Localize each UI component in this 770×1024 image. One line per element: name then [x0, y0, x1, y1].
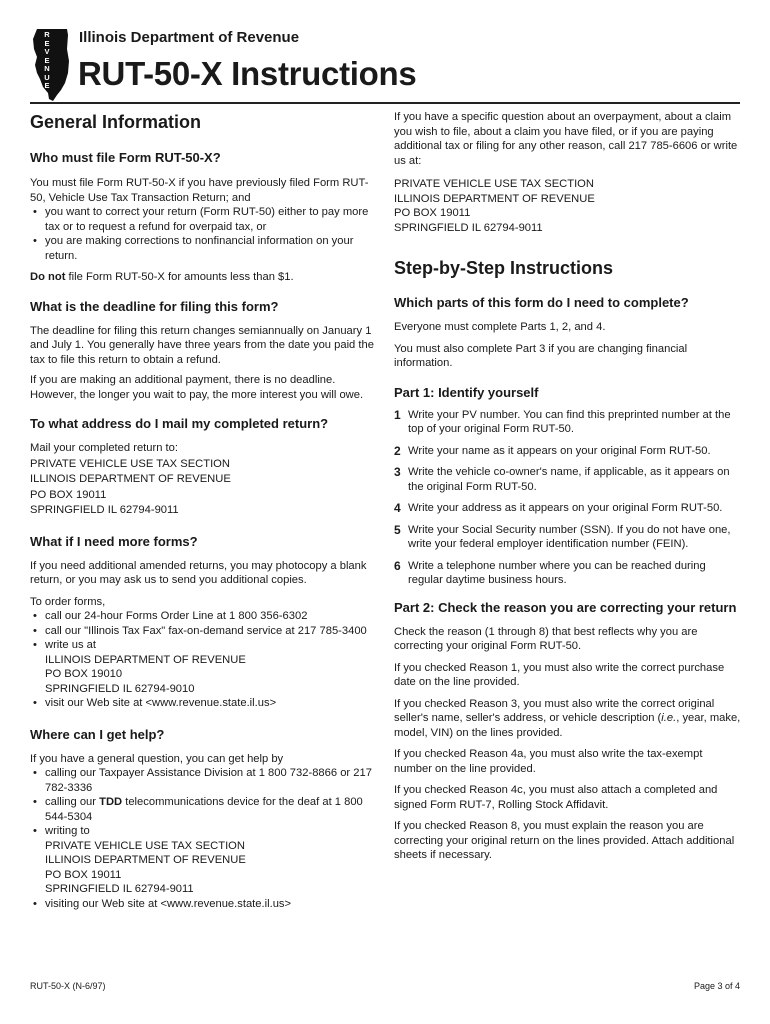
help-bullet-phone: • calling our Taxpayer Assistance Division at 1 800 732-8866 or 217 782-3336 [30, 766, 380, 795]
step-text: Write a telephone number where you can be reached during regular daytime business hours. [408, 559, 706, 586]
step-number: 4 [394, 501, 401, 515]
who-list [30, 205, 380, 263]
help-bullet-tdd [30, 795, 380, 824]
more-forms-p2: To order forms, [30, 595, 106, 608]
order-forms-list [30, 609, 380, 653]
help-list [30, 766, 380, 839]
department-name: Illinois Department of Revenue [79, 29, 300, 46]
title-rule [30, 102, 740, 104]
which-parts-heading: Which parts of this form do I need to complete? [394, 295, 689, 310]
help-list-web [30, 897, 380, 912]
part2-p2: If you checked Reason 1, you must also write the correct purchase date on the line provided. [394, 661, 725, 688]
help-address [30, 839, 380, 897]
deadline-heading: What is the deadline for filing this form? [30, 298, 279, 314]
step-text: Write your address as it appears on your original Form RUT-50. [408, 502, 723, 514]
logo-letters: REVENUE [44, 30, 50, 90]
left-column [30, 108, 380, 911]
part1-heading: Part 1: Identify yourself [394, 384, 539, 400]
part1-step [394, 444, 742, 459]
order-bullet-web: • visit our Web site at <www.revenue.state.il.us> [30, 696, 380, 711]
order-bullet-phone: • call our 24-hour Forms Order Line at 1 800 356-6302 [30, 609, 380, 624]
step-number: 1 [394, 407, 401, 422]
mail-address-line: ILLINOIS DEPARTMENT OF REVENUE [30, 473, 231, 485]
part2-p5: If you checked Reason 4c, you must also attach a completed and signed Form RUT-7, Rolling Stock Affidavit. [394, 784, 718, 811]
part2-p1: Check the reason (1 through 8) that best reflects why you are correcting your original Form RUT-50. [394, 625, 698, 652]
address-line: ILLINOIS DEPARTMENT OF REVENUE [45, 653, 246, 666]
specific-address [394, 177, 742, 235]
step-text: Write your PV number. You can find this preprinted number at the top of your original Form RUT-50. [408, 408, 731, 435]
address-line: SPRINGFIELD IL 62794-9011 [394, 221, 543, 234]
part1-step [394, 465, 742, 494]
do-not-bold: Do not [30, 271, 66, 283]
address-line: PO BOX 19011 [45, 868, 122, 881]
mail-address-heading: To what address do I mail my completed return? [30, 416, 329, 431]
address-line: SPRINGFIELD IL 62794-9010 [45, 682, 195, 695]
help-bullet-write: • writing to [30, 824, 380, 839]
more-forms-heading: What if I need more forms? [30, 533, 198, 549]
part1-step [394, 408, 742, 437]
which-parts-p1: Everyone must complete Parts 1, 2, and 4. [394, 321, 606, 333]
step-text: Write your name as it appears on your original Form RUT-50. [408, 444, 711, 457]
address-line: PO BOX 19011 [394, 207, 471, 219]
mail-address-line: SPRINGFIELD IL 62794-9011 [30, 504, 179, 516]
address-line: ILLINOIS DEPARTMENT OF REVENUE [45, 854, 246, 866]
part2-p3-ie: i.e. [661, 712, 677, 724]
step-number: 2 [394, 443, 401, 458]
step-text: Write the vehicle co-owner's name, if applicable, as it appears on the original Form RUT-50. [408, 466, 730, 493]
tdd-post: telecommunications device for the deaf at 1 800 544-5304 [45, 796, 363, 823]
part2-p3-post: , year, make, model, VIN) on the lines provided. [394, 712, 741, 739]
right-column [394, 108, 742, 863]
step-text: Write your Social Security number (SSN). If you do not have one, write your federal employer identification number (FEIN). [408, 523, 731, 550]
do-not-rest: file Form RUT-50-X for amounts less than $1. [65, 271, 294, 283]
who-intro: You must file Form RUT-50-X if you have previously filed Form RUT-50, Vehicle Use Tax Transaction Return; and [30, 177, 369, 204]
part2-p3-pre: If you checked Reason 3, you must also write the correct original seller's name, seller's address, or vehicle description ( [394, 697, 715, 724]
order-forms-address [30, 653, 380, 697]
page-title: RUT-50-X Instructions [78, 55, 417, 92]
order-forms-list-web [30, 696, 380, 711]
mail-address [30, 457, 380, 518]
mail-address-line: PO BOX 19011 [30, 488, 107, 501]
who-bullet-1: • you want to correct your return (Form RUT-50) either to pay more tax or to request a refund for overpaid tax, or [30, 205, 380, 234]
part2-p3 [394, 697, 742, 741]
mail-intro: Mail your completed return to: [30, 442, 178, 454]
who-must-file-heading: Who must file Form RUT-50-X? [30, 150, 221, 165]
form-id: RUT-50-X (N-6/97) [30, 981, 106, 991]
address-line: SPRINGFIELD IL 62794-9011 [45, 883, 194, 895]
step-by-step-heading: Step-by-Step Instructions [394, 258, 614, 278]
page-number: Page 3 of 4 [693, 981, 740, 991]
address-line: ILLINOIS DEPARTMENT OF REVENUE [394, 192, 595, 205]
part1-steps [394, 408, 742, 588]
part1-step [394, 523, 742, 552]
address-line: PO BOX 19010 [45, 668, 123, 680]
who-bullet-2: • you are making corrections to nonfinancial information on your return. [30, 234, 380, 263]
more-forms-p1: If you need additional amended returns, you may photocopy a blank return, or you may ask us to send you additional copies. [30, 559, 367, 586]
specific-question-text: If you have a specific question about an overpayment, about a claim you wish to file, about a claim you have filed, or if you are paying additional tax or filing for any other reason, call 217 785-6606 or write us at: [394, 111, 738, 167]
deadline-p1: The deadline for filing this return changes semiannually on January 1 and July 1. You generally have three years from the date you paid the tax to file this return to obtain a refund. [30, 324, 374, 366]
step-number: 6 [394, 558, 401, 573]
order-bullet-write: • write us at [30, 638, 380, 653]
part1-step [394, 501, 742, 516]
part1-step [394, 559, 742, 588]
part2-p4: If you checked Reason 4a, you must also write the tax-exempt number on the line provided. [394, 748, 703, 775]
part2-p6: If you checked Reason 8, you must explain the reason you are correcting your original return on the lines provided. Attach additional sheets if necessary. [394, 820, 735, 861]
which-parts-p2: You must also complete Part 3 if you are changing financial information. [394, 342, 688, 369]
tdd-bold: TDD [99, 796, 123, 808]
deadline-p2: If you are making an additional payment, there is no deadline. However, the longer you wait to pay, the more interest you will owe. [30, 374, 364, 401]
illinois-state-logo [31, 27, 73, 103]
tdd-pre: calling our [45, 796, 100, 808]
address-line: PRIVATE VEHICLE USE TAX SECTION [394, 178, 594, 190]
step-number: 5 [394, 522, 401, 537]
help-bullet-web: • visiting our Web site at <www.revenue.state.il.us> [30, 897, 380, 912]
help-intro: If you have a general question, you can get help by [30, 752, 284, 765]
step-number: 3 [394, 465, 401, 479]
general-information-heading: General Information [30, 112, 202, 132]
mail-address-line: PRIVATE VEHICLE USE TAX SECTION [30, 457, 230, 470]
get-help-heading: Where can I get help? [30, 726, 165, 742]
address-line: PRIVATE VEHICLE USE TAX SECTION [45, 839, 245, 852]
part2-heading: Part 2: Check the reason you are correcting your return [394, 599, 737, 615]
order-bullet-fax: • call our "Illinois Tax Fax" fax-on-demand service at 217 785-3400 [30, 624, 380, 639]
do-not-note [30, 270, 380, 285]
